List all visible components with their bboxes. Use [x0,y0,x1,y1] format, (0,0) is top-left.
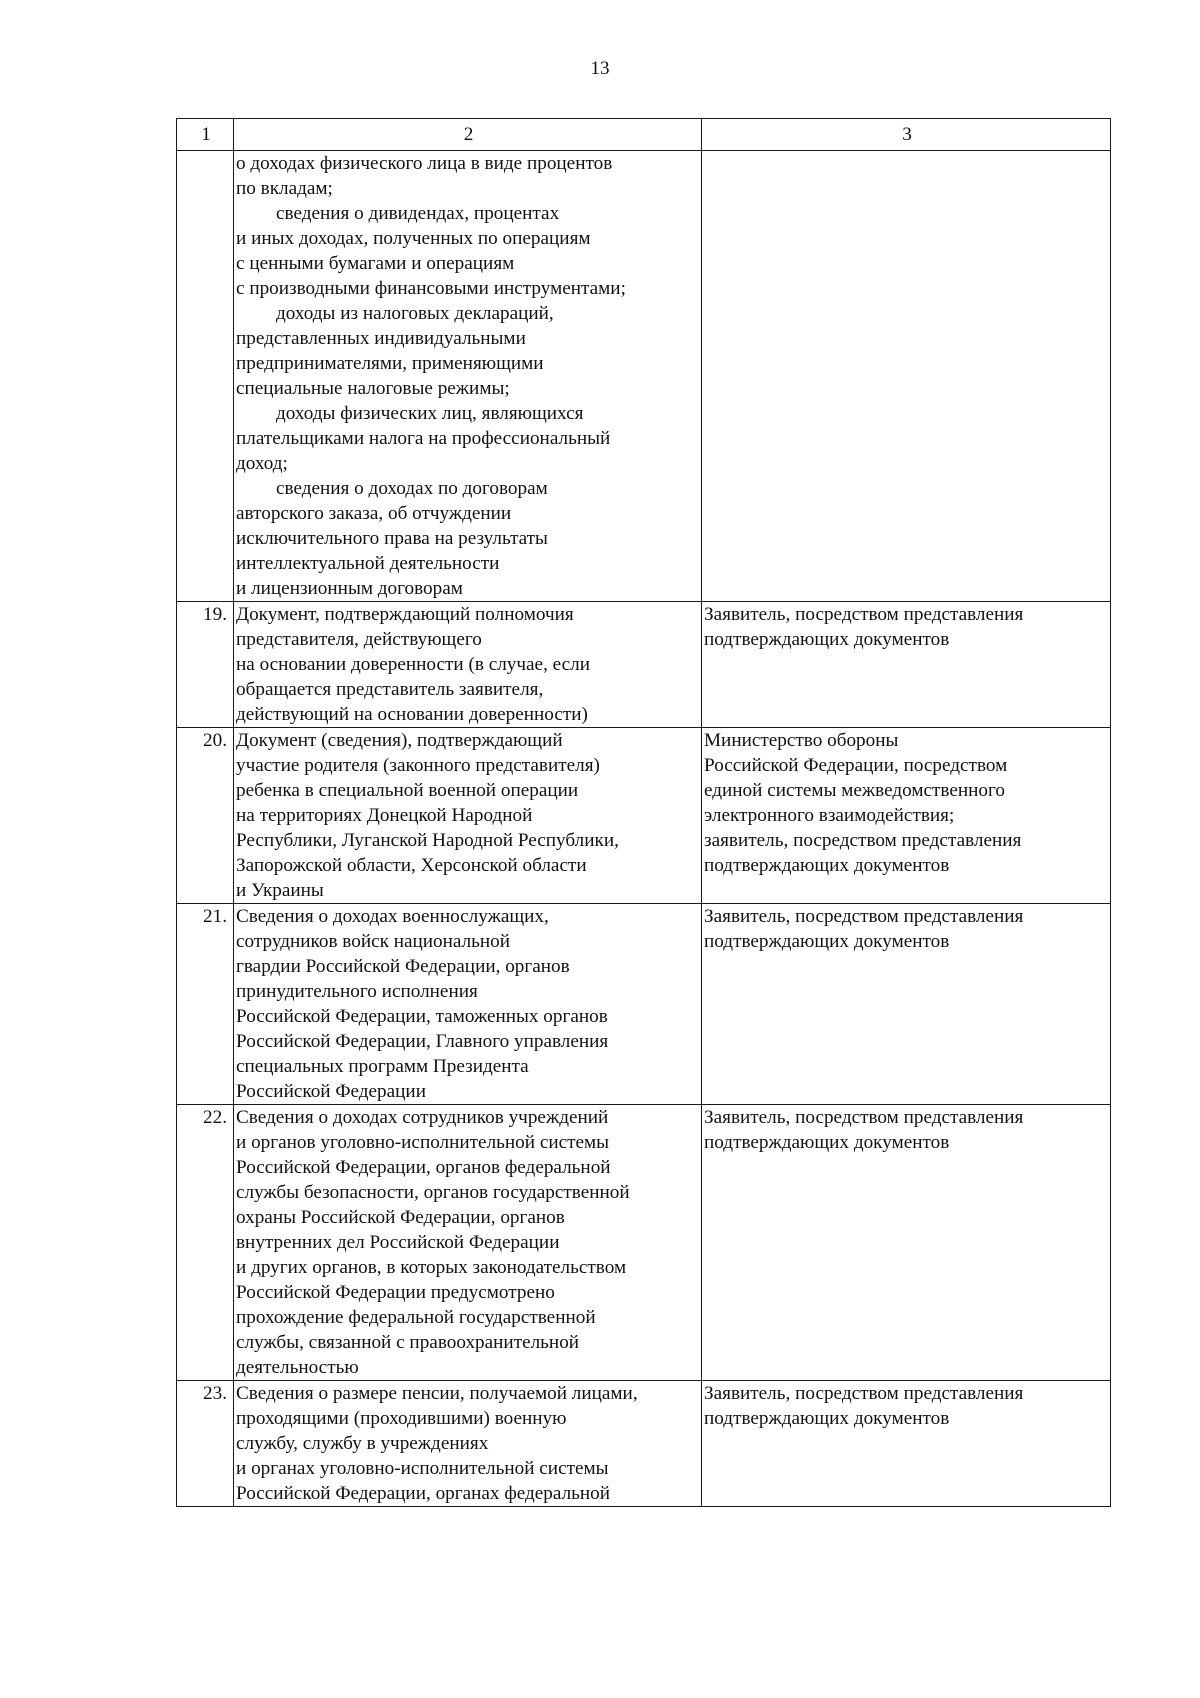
row-number [177,151,234,602]
header-cell-2: 2 [234,119,702,151]
source-line: подтверждающих документов [704,629,950,650]
document-source [702,1381,1111,1507]
description-line: доход; [236,453,288,474]
description-line: плательщиками налога на профессиональный [236,428,611,449]
description-line: ребенка в специальной военной операции [236,780,579,801]
row-number: 21. [177,904,234,1105]
source-line: заявитель, посредством представления [704,830,1022,851]
description-line: и Украины [236,880,324,901]
description-line: специальные налоговые режимы; [236,378,510,399]
description-line: Сведения о доходах военнослужащих, [236,906,549,927]
description-line: службы безопасности, органов государственной [236,1182,630,1203]
source-line: подтверждающих документов [704,1132,950,1153]
description-line: сведения о доходах по договорам [276,478,548,499]
description-line: исключительного права на результаты [236,528,548,549]
description-line: участие родителя (законного представителя) [236,755,600,776]
description-line: представленных индивидуальными [236,328,526,349]
source-line: Заявитель, посредством представления [704,604,1024,625]
source-line: Заявитель, посредством представления [704,906,1024,927]
description-line: внутренних дел Российской Федерации [236,1232,560,1253]
table-row [177,151,1111,602]
table-header-row [177,119,1111,151]
table-body [177,119,1111,1507]
document-source [702,602,1111,728]
source-line: электронного взаимодействия; [704,805,955,826]
description-line: доходы физических лиц, являющихся [276,403,584,424]
description-line: с ценными бумагами и операциям [236,253,515,274]
row-number: 19. [177,602,234,728]
source-line: Российской Федерации, посредством [704,755,1008,776]
description-line: деятельностью [236,1357,359,1378]
description-line: Сведения о размере пенсии, получаемой лицами, [236,1383,638,1404]
description-line: Российской Федерации [236,1081,426,1102]
description-line: действующий на основании доверенности) [236,704,588,725]
document-source [702,904,1111,1105]
description-line: Российской Федерации предусмотрено [236,1282,555,1303]
page-number: 13 [590,58,610,79]
document-description [234,904,702,1105]
description-line: Российской Федерации, Главного управления [236,1031,609,1052]
source-line: подтверждающих документов [704,855,950,876]
row-number: 20. [177,728,234,904]
description-line: прохождение федеральной государственной [236,1307,596,1328]
description-line: проходящими (проходившими) военную [236,1408,567,1429]
description-line: Запорожской области, Херсонской области [236,855,587,876]
description-line: специальных программ Президента [236,1056,529,1077]
description-line: гвардии Российской Федерации, органов [236,956,570,977]
description-line: обращается представитель заявителя, [236,679,544,700]
source-line: единой системы межведомственного [704,780,1005,801]
table-row [177,1105,1111,1381]
document-source [702,151,1111,602]
table-row [177,602,1111,728]
description-line: Российской Федерации, органов федеральной [236,1157,611,1178]
description-line: Документ (сведения), подтверждающий [236,730,563,751]
description-line: доходы из налоговых деклараций, [276,303,554,324]
description-line: сотрудников войск национальной [236,931,511,952]
description-line: о доходах физического лица в виде процентов [236,153,613,174]
source-line: подтверждающих документов [704,931,950,952]
description-line: Сведения о доходах сотрудников учреждений [236,1107,609,1128]
description-line: по вкладам; [236,178,333,199]
description-line: Российской Федерации, органах федеральной [236,1483,611,1504]
document-description [234,602,702,728]
description-line: Республики, Луганской Народной Республики, [236,830,619,851]
description-line: и других органов, в которых законодательством [236,1257,627,1278]
description-line: и иных доходах, полученных по операциям [236,228,591,249]
description-line: с производными финансовыми инструментами; [236,278,626,299]
description-line: принудительного исполнения [236,981,478,1002]
row-number: 23. [177,1381,234,1507]
description-line: интеллектуальной деятельности [236,553,500,574]
document-description [234,728,702,904]
description-line: на основании доверенности (в случае, если [236,654,591,675]
row-number: 22. [177,1105,234,1381]
document-source [702,728,1111,904]
description-line: Российской Федерации, таможенных органов [236,1006,608,1027]
documents-table [176,118,1111,1507]
header-cell-1: 1 [177,119,234,151]
table-row [177,728,1111,904]
table-row [177,1381,1111,1507]
table-row [177,904,1111,1105]
source-line: подтверждающих документов [704,1408,950,1429]
header-cell-3: 3 [702,119,1111,151]
document-source [702,1105,1111,1381]
description-line: службу, службу в учреждениях [236,1433,489,1454]
description-line: сведения о дивидендах, процентах [276,203,560,224]
description-line: службы, связанной с правоохранительной [236,1332,580,1353]
description-line: на территориях Донецкой Народной [236,805,533,826]
description-line: и органах уголовно-исполнительной системы [236,1458,609,1479]
document-description [234,1381,702,1507]
source-line: Заявитель, посредством представления [704,1107,1024,1128]
description-line: предпринимателями, применяющими [236,353,544,374]
source-line: Министерство обороны [704,730,899,751]
description-line: охраны Российской Федерации, органов [236,1207,565,1228]
document-description [234,1105,702,1381]
document-description [234,151,702,602]
description-line: и лицензионным договорам [236,578,463,599]
description-line: и органов уголовно-исполнительной системы [236,1132,610,1153]
description-line: авторского заказа, об отчуждении [236,503,512,524]
description-line: представителя, действующего [236,629,482,650]
source-line: Заявитель, посредством представления [704,1383,1024,1404]
description-line: Документ, подтверждающий полномочия [236,604,574,625]
